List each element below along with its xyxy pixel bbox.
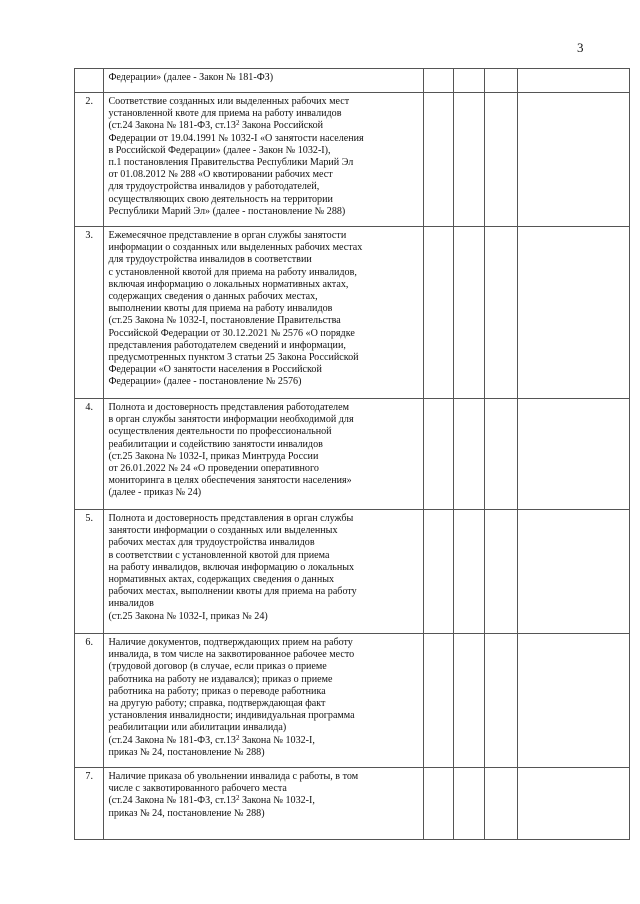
answer-yes-cell[interactable] (423, 93, 454, 227)
requirement-line: (ст.25 Закона № 1032-I, приказ Минтруда России (108, 450, 319, 462)
table-row (75, 399, 630, 510)
answer-na-cell[interactable] (484, 227, 517, 399)
requirement-line: (трудовой договор (в случае, если приказ о приеме (108, 661, 327, 673)
row-number-cell (75, 69, 104, 93)
answer-no-cell[interactable] (454, 69, 485, 93)
requirement-line: установления инвалидности; индивидуальная программа (108, 710, 355, 722)
requirement-line: содержащих сведения о данных рабочих местах, (108, 291, 318, 303)
row-number-cell (75, 768, 104, 840)
table-row (75, 69, 630, 93)
requirement-line: от 01.08.2012 № 288 «О квотировании рабочих мест (108, 169, 333, 181)
table-row (75, 634, 630, 768)
answer-yes-cell[interactable] (423, 399, 454, 510)
requirement-line: от 26.01.2022 № 24 «О проведении оперативного (108, 463, 319, 475)
notes-cell[interactable] (517, 510, 629, 634)
table-row (75, 510, 630, 634)
checklist-table (74, 68, 630, 840)
requirement-line: (ст.24 Закона № 181-ФЗ, $ст.13^2$ Закона Российской (108, 119, 324, 132)
row-number: 7. (85, 771, 93, 782)
requirement-line: (ст.25 Закона № 1032-I, постановление Правительства (108, 315, 341, 327)
answer-no-cell[interactable] (454, 768, 485, 840)
row-number: 6. (85, 637, 93, 648)
requirement-line: в орган службы занятости информации необходимой для (108, 414, 354, 426)
requirement-line: осуществления деятельности по профессиональной (108, 426, 332, 438)
row-number: 2. (85, 96, 93, 107)
row-number-cell (75, 227, 104, 399)
page-number: 3 (577, 40, 584, 55)
requirement-line: с установленной квотой для приема на работу инвалидов, (108, 266, 357, 278)
answer-na-cell[interactable] (484, 768, 517, 840)
requirement-line: для трудоустройства инвалидов у работодателей, (108, 181, 320, 193)
requirement-line: числе с заквотированного рабочего места (108, 783, 287, 795)
requirement-line: рабочих местах для трудоустройства инвалидов (108, 537, 315, 549)
requirement-cell (104, 227, 423, 399)
notes-cell[interactable] (517, 93, 629, 227)
requirement-line: выполнении квоты для приема на работу инвалидов (108, 303, 333, 315)
table-row (75, 93, 630, 227)
requirement-line: нормативных актах, содержащих сведения о данных (108, 574, 335, 586)
requirement-line: приказ № 24, постановление № 288) (108, 746, 265, 758)
row-number-cell (75, 93, 104, 227)
requirement-line: на работу инвалидов, включая информацию о локальных (108, 561, 355, 573)
answer-yes-cell[interactable] (423, 69, 454, 93)
requirement-line: Федерации «О занятости населения в Российской (108, 364, 322, 376)
requirement-cell (104, 93, 423, 227)
answer-yes-cell[interactable] (423, 634, 454, 768)
requirement-line: реабилитации или абилитации инвалида) (108, 722, 287, 734)
requirement-line: на другую работу; справка, подтверждающая факт (108, 698, 326, 710)
requirement-line: Полнота и достоверность представления работодателем (108, 402, 349, 413)
requirement-line: установленной квоте для приема на работу инвалидов (108, 108, 342, 120)
notes-cell[interactable] (517, 399, 629, 510)
requirement-line: в Российской Федерации» (далее - Закон № 1032-I), (108, 144, 331, 156)
requirement-cell (104, 634, 423, 768)
row-number-cell (75, 399, 104, 510)
requirement-cell (104, 768, 423, 840)
answer-na-cell[interactable] (484, 69, 517, 93)
requirement-line: Соответствие созданных или выделенных рабочих мест (108, 96, 350, 107)
row-number: 3. (85, 230, 93, 241)
requirement-line: Федерации от 19.04.1991 № 1032-I «О занятости населения (108, 132, 364, 144)
requirement-line: (ст.24 Закона № 181-ФЗ, $ст.13^2$ Закона № 1032-I, (108, 794, 315, 807)
requirement-line: реабилитации и содействию занятости инвалидов (108, 438, 323, 450)
notes-cell[interactable] (517, 69, 629, 93)
requirement-line: предусмотренных пунктом 3 статьи 25 Закона Российской (108, 352, 359, 364)
requirement-line: п.1 постановления Правительства Республики Марий Эл (108, 157, 354, 169)
answer-no-cell[interactable] (454, 634, 485, 768)
requirement-line: Республики Марий Эл» (далее - постановление № 288) (108, 205, 346, 217)
requirement-line: мониторинга в целях обеспечения занятости населения» (108, 475, 352, 487)
table-row (75, 227, 630, 399)
requirement-line: Наличие документов, подтверждающих прием на работу (108, 637, 353, 648)
requirement-line: информации о созданных или выделенных рабочих местах (108, 242, 363, 254)
requirement-line: рабочих местах, выполнении квоты для приема на работу (108, 586, 357, 598)
requirement-line: Федерации» (далее - Закон № 181-ФЗ) (108, 72, 274, 83)
row-number: 5. (85, 513, 93, 524)
requirement-line: (далее - приказ № 24) (108, 487, 202, 499)
notes-cell[interactable] (517, 634, 629, 768)
requirement-cell (104, 510, 423, 634)
answer-na-cell[interactable] (484, 399, 517, 510)
row-number (75, 69, 103, 72)
answer-yes-cell[interactable] (423, 510, 454, 634)
answer-no-cell[interactable] (454, 93, 485, 227)
answer-yes-cell[interactable] (423, 768, 454, 840)
requirement-line: работника на работу; приказ о переводе работника (108, 685, 326, 697)
answer-no-cell[interactable] (454, 227, 485, 399)
requirement-cell (104, 399, 423, 510)
requirement-line: (ст.25 Закона № 1032-I, приказ № 24) (108, 610, 268, 622)
answer-no-cell[interactable] (454, 510, 485, 634)
requirement-line: Полнота и достоверность представления в орган службы (108, 513, 354, 524)
notes-cell[interactable] (517, 768, 629, 840)
requirement-line: занятости информации о созданных или выделенных (108, 525, 338, 537)
requirement-line: работника на работу не издавался); приказ о приеме (108, 673, 333, 685)
requirement-line: приказ № 24, постановление № 288) (108, 807, 265, 819)
answer-na-cell[interactable] (484, 634, 517, 768)
requirement-line: Российской Федерации от 30.12.2021 № 2576 «О порядке (108, 327, 355, 339)
requirement-line: для трудоустройства инвалидов в соответствии (108, 254, 312, 266)
requirement-line: инвалида, в том числе на заквотированное рабочее место (108, 649, 355, 661)
requirement-line: включая информацию о локальных нормативных актах, (108, 278, 349, 290)
requirement-line: осуществляющих свою деятельность на территории (108, 193, 333, 205)
requirement-line: (ст.24 Закона № 181-ФЗ, $ст.13^2$ Закона № 1032-I, (108, 733, 315, 746)
table-row (75, 768, 630, 840)
answer-na-cell[interactable] (484, 510, 517, 634)
row-number: 4. (85, 402, 93, 413)
row-number-cell (75, 634, 104, 768)
row-number-cell (75, 510, 104, 634)
answer-no-cell[interactable] (454, 399, 485, 510)
answer-na-cell[interactable] (484, 93, 517, 227)
requirement-line: Наличие приказа об увольнении инвалида с работы, в том (108, 771, 359, 782)
notes-cell[interactable] (517, 227, 629, 399)
requirement-line: представления работодателем сведений и информации, (108, 339, 346, 351)
requirement-line: Федерации» (далее - постановление № 2576) (108, 376, 302, 388)
requirement-line: инвалидов (108, 598, 154, 610)
answer-yes-cell[interactable] (423, 227, 454, 399)
requirement-line: в соответствии с установленной квотой для приема (108, 549, 330, 561)
requirement-cell (104, 69, 423, 93)
requirement-line: Ежемесячное представление в орган службы занятости (108, 230, 347, 241)
